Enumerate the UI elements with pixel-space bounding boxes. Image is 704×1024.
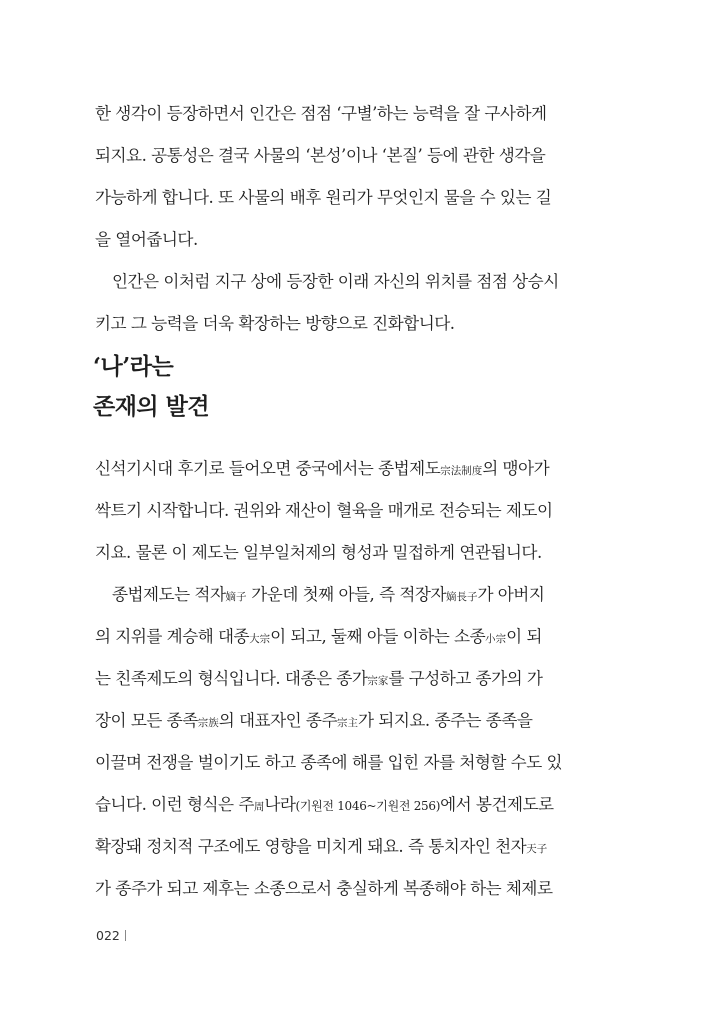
- text-run: 의 맹아가: [482, 459, 550, 478]
- text-run: 의 지위를 계승해 대종: [95, 627, 250, 646]
- page-number-divider: [125, 930, 126, 941]
- hanja-gloss: 宗族: [197, 717, 219, 729]
- text-run: 확장돼 정치적 구조에도 영향을 미치게 돼요. 즉 통치자인 천자: [95, 837, 527, 856]
- text-run: 가 아버지: [477, 585, 545, 604]
- text-run: 습니다. 이런 형식은 주: [95, 795, 254, 814]
- hanja-gloss: 嫡子: [225, 591, 247, 603]
- body-text-line: 이끌며 전쟁을 벌이기도 하고 종족에 해를 입힌 자를 처형할 수도 있: [95, 753, 563, 772]
- body-text-line: 한 생각이 등장하면서 인간은 점점 ‘구별’하는 능력을 잘 구사하게: [95, 104, 547, 123]
- body-text-line: 되지요. 공통성은 결국 사물의 ‘본성’이나 ‘본질’ 등에 관한 생각을: [95, 146, 546, 165]
- text-run: 나라: [264, 795, 296, 814]
- hanja-gloss: 天子: [526, 843, 548, 855]
- body-text-line: 가능하게 합니다. 또 사물의 배후 원리가 무엇인지 물을 수 있는 길: [95, 188, 552, 207]
- body-text-line: 가 종주가 되고 제후는 소종으로서 충실하게 복종해야 하는 체제로: [95, 879, 553, 898]
- text-run: 는 친족제도의 형식입니다. 대종은 종가: [95, 669, 368, 688]
- text-run: 가운데 첫째 아들, 즉 적장자: [246, 585, 446, 604]
- text-run: 신석기시대 후기로 들어오면 중국에서는 종법제도: [95, 459, 441, 478]
- body-text-line: 지요. 물론 이 제도는 일부일처제의 형성과 밀접하게 연관됩니다.: [95, 543, 542, 562]
- hanja-gloss: 嫡長子: [445, 591, 478, 603]
- text-run: 이 되고, 둘째 아들 이하는 소종: [270, 627, 486, 646]
- body-text-line: [95, 710, 595, 734]
- body-text-line: 키고 그 능력을 더욱 확장하는 방향으로 진화합니다.: [95, 314, 455, 333]
- hanja-gloss: 大宗: [249, 633, 271, 645]
- text-run: 종법제도는 적자: [112, 585, 226, 604]
- body-text-line: [95, 794, 595, 818]
- body-text-line: 을 열어줍니다.: [95, 230, 198, 249]
- hanja-gloss: 宗法制度: [440, 465, 483, 477]
- page-number: 022: [96, 928, 120, 943]
- hanja-gloss: 小宗: [485, 633, 507, 645]
- text-run: 장이 모든 종족: [95, 711, 198, 730]
- text-run: 를 구성하고 종가의 가: [388, 669, 543, 688]
- hanja-gloss: 宗家: [367, 675, 389, 687]
- text-run: 가 되지요. 종주는 종족을: [358, 711, 533, 730]
- section-heading-line-1: ‘나’라는: [93, 353, 174, 380]
- body-text-line: [95, 458, 595, 482]
- body-text-line: [95, 668, 595, 692]
- hanja-gloss: 周: [253, 801, 265, 813]
- hanja-gloss: 宗主: [337, 717, 358, 729]
- section-heading-line-2: 존재의 발견: [93, 393, 210, 420]
- text-run: 의 대표자인 종주: [218, 711, 337, 730]
- body-text-line: 싹트기 시작합니다. 권위와 재산이 혈육을 매개로 전승되는 제도이: [95, 501, 553, 520]
- date-range-note: (기원전 1046~기원전 256): [295, 799, 441, 813]
- text-run: 이 되: [506, 627, 542, 646]
- body-text-line: [95, 836, 595, 860]
- text-run: 에서 봉건제도로: [440, 795, 554, 814]
- body-text-line: [112, 584, 595, 608]
- body-text-line: [95, 626, 595, 650]
- body-text-line: 인간은 이처럼 지구 상에 등장한 이래 자신의 위치를 점점 상승시: [112, 272, 559, 291]
